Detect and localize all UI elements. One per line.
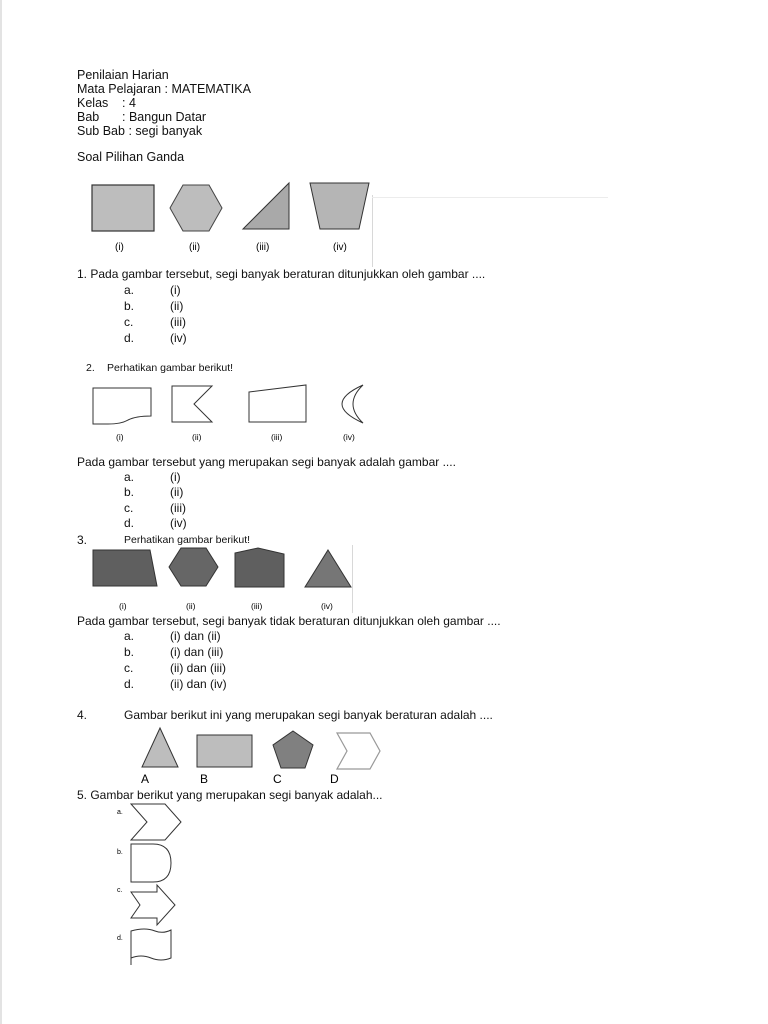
document-title: Penilaian Harian — [77, 68, 169, 82]
d-shape[interactable] — [131, 844, 171, 882]
q1-figure — [88, 178, 378, 268]
q2-option-a[interactable]: (i) — [170, 470, 181, 484]
q3-figure-label-ii: (ii) — [186, 601, 196, 611]
subchapter-value: segi banyak — [135, 124, 203, 138]
q2-figure — [88, 380, 378, 446]
q3-option-a[interactable]: (i) dan (ii) — [170, 629, 221, 643]
arrow-shape[interactable] — [131, 885, 175, 925]
chapter-label: Bab — [77, 110, 100, 124]
q2-option-a-letter: a. — [124, 470, 135, 484]
q5-option-c-letter: c. — [117, 887, 123, 894]
crescent-shape — [342, 385, 363, 423]
q2-figure-label-iii: (iii) — [271, 432, 283, 442]
q1-option-d[interactable]: (iv) — [170, 331, 187, 345]
q3-figure — [88, 545, 358, 615]
pentagon-shape — [273, 731, 313, 768]
q4-figure-label-b: B — [200, 772, 209, 786]
subject-label: Mata Pelajaran — [77, 82, 162, 96]
wavy-flag-shape[interactable] — [131, 929, 171, 960]
q3-option-b-letter: b. — [124, 645, 135, 659]
chapter-value: Bangun Datar — [128, 110, 207, 124]
q3-option-b[interactable]: (i) dan (iii) — [170, 645, 224, 659]
subject-line: Mata Pelajaran : MATEMATIKA — [77, 82, 251, 96]
q1-question: 1. Pada gambar tersebut, segi banyak beraturan ditunjukkan oleh gambar .... — [77, 267, 486, 281]
q2-figure-label-i: (i) — [116, 432, 124, 442]
q1-option-a-letter: a. — [124, 283, 135, 297]
q1-option-d-letter: d. — [124, 331, 135, 345]
page-edge — [0, 0, 2, 1024]
chapter-value-line: : Bangun Datar — [122, 110, 207, 124]
q3-option-c[interactable]: (ii) dan (iii) — [170, 661, 227, 675]
rectangle-shape — [92, 185, 154, 231]
q1-figure-label-iv: (iv) — [333, 242, 347, 253]
chevron-shape[interactable] — [131, 804, 181, 840]
q2-option-c[interactable]: (iii) — [170, 501, 186, 515]
quadrilateral-shape — [249, 385, 306, 422]
subject-value: MATEMATIKA — [171, 82, 251, 96]
q5-question: 5. Gambar berikut yang merupakan segi banyak adalah... — [77, 788, 383, 802]
q3-option-a-letter: a. — [124, 629, 135, 643]
q2-option-d-letter: d. — [124, 516, 135, 530]
q2-question: Pada gambar tersebut yang merupakan segi banyak adalah gambar .... — [77, 455, 456, 469]
subchapter-label: Sub Bab — [77, 124, 125, 138]
q2-option-b-letter: b. — [124, 485, 135, 499]
q1-option-c-letter: c. — [124, 315, 134, 329]
right-triangle-shape — [243, 183, 289, 229]
hexagon-shape — [170, 185, 222, 231]
q5-option-a-letter: a. — [117, 809, 123, 816]
class-label: Kelas — [77, 96, 109, 110]
q3-option-d-letter: d. — [124, 677, 135, 691]
q5-option-b-letter: b. — [117, 849, 123, 856]
class-value-line: : 4 — [122, 96, 136, 110]
q2-option-b[interactable]: (ii) — [170, 485, 184, 499]
triangle-shape — [305, 550, 351, 587]
q2-figure-label-iv: (iv) — [343, 432, 355, 442]
q1-figure-label-i: (i) — [115, 242, 124, 253]
q1-option-a[interactable]: (i) — [170, 283, 181, 297]
q3-number: 3. — [77, 533, 88, 547]
q5-option-d-letter: d. — [117, 935, 123, 942]
q4-question: Gambar berikut ini yang merupakan segi banyak beraturan adalah .... — [124, 708, 493, 722]
rectangle-shape — [197, 735, 252, 767]
q1-option-b-letter: b. — [124, 299, 135, 313]
q5-figure — [115, 800, 195, 970]
q4-number: 4. — [77, 708, 88, 722]
triangle-shape — [142, 728, 178, 767]
q2-option-d[interactable]: (iv) — [170, 516, 187, 530]
q2-number: 2. — [86, 362, 95, 374]
chevron-shape — [337, 733, 380, 769]
q4-figure-label-d: D — [330, 772, 339, 786]
figure-border-line — [372, 197, 608, 198]
q1-figure-label-iii: (iii) — [256, 242, 270, 253]
q2-option-c-letter: c. — [124, 501, 134, 515]
notched-pentagon-shape — [172, 386, 212, 422]
q1-option-b[interactable]: (ii) — [170, 299, 184, 313]
q3-prompt: Perhatikan gambar berikut! — [124, 534, 251, 546]
q3-option-d[interactable]: (ii) dan (iv) — [170, 677, 227, 691]
irregular-quadrilateral-shape — [93, 550, 157, 586]
q1-figure-label-ii: (ii) — [189, 242, 201, 253]
q4-figure-label-c: C — [273, 772, 282, 786]
q3-option-c-letter: c. — [124, 661, 134, 675]
irregular-pentagon-shape — [235, 548, 284, 587]
q2-figure-label-ii: (ii) — [192, 432, 202, 442]
q4-figure — [135, 725, 390, 787]
trapezoid-shape — [310, 183, 369, 229]
q4-figure-label-a: A — [141, 772, 150, 786]
q3-figure-label-iv: (iv) — [321, 601, 333, 611]
subchapter-line: Sub Bab : segi banyak — [77, 124, 203, 138]
class-value: 4 — [128, 96, 136, 110]
q2-prompt: Perhatikan gambar berikut! — [107, 362, 234, 374]
q3-figure-label-i: (i) — [119, 601, 127, 611]
section-title: Soal Pilihan Ganda — [77, 150, 185, 164]
q3-question: Pada gambar tersebut, segi banyak tidak beraturan ditunjukkan oleh gambar .... — [77, 614, 501, 628]
q3-figure-label-iii: (iii) — [251, 601, 263, 611]
wavy-shape — [93, 388, 151, 424]
hexagon-shape — [169, 548, 218, 586]
q1-option-c[interactable]: (iii) — [170, 315, 186, 329]
